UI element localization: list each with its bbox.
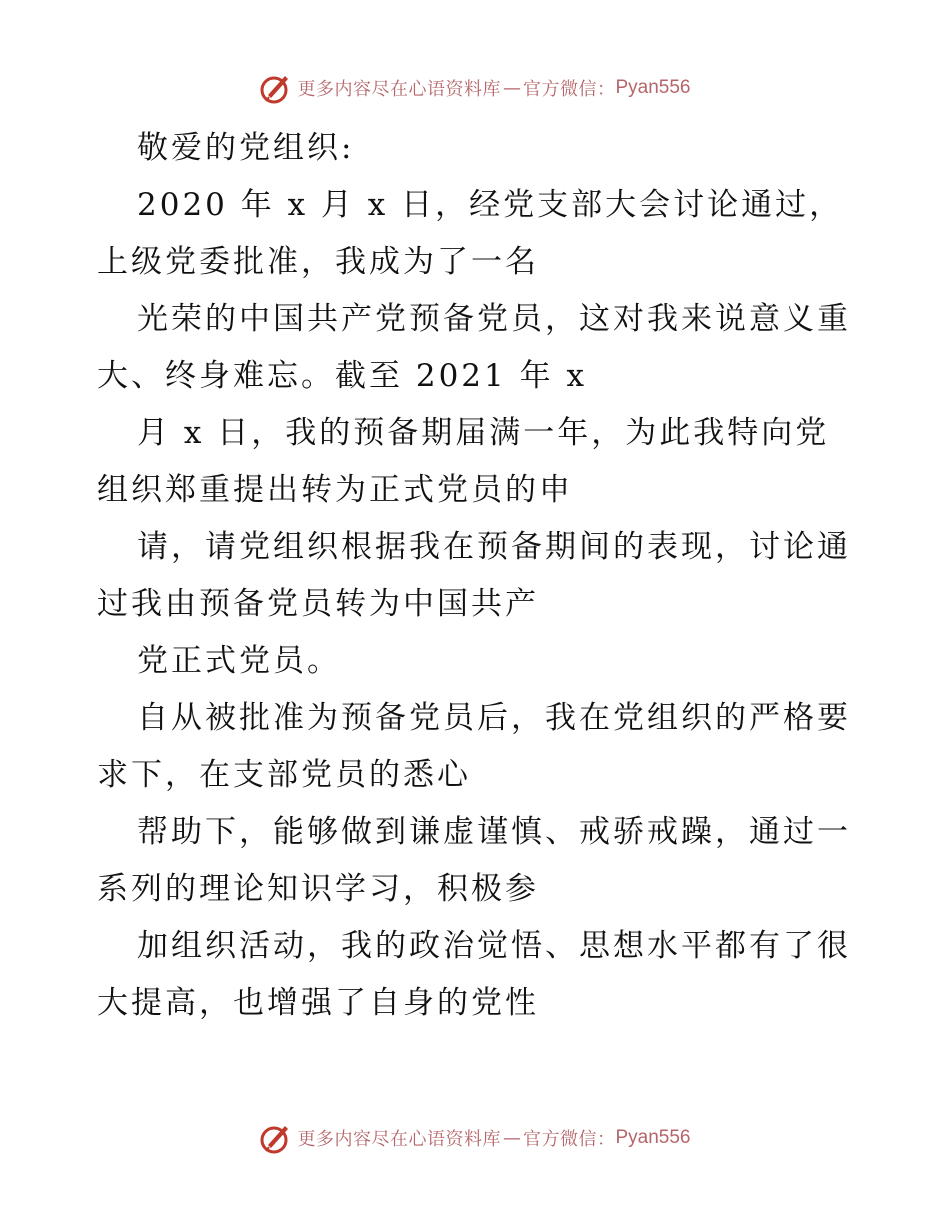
watermark-separator: —: [502, 77, 521, 99]
watermark-id: Pyan556: [615, 77, 691, 98]
header-watermark: [0, 68, 950, 108]
text-line: 帮助下，能够做到谦虚谨慎、戒骄戒躁，通过一: [137, 814, 851, 850]
text-line: 上级党委批准，我成为了一名: [97, 244, 539, 280]
text-line: 请，请党组织根据我在预备期间的表现，讨论通: [137, 529, 851, 565]
watermark-label: 官方微信：: [522, 79, 616, 100]
text-line: 光荣的中国共产党预备党员，这对我来说意义重: [137, 301, 851, 337]
text-line: 系列的理论知识学习，积极参: [97, 871, 539, 907]
text-line: 组织郑重提出转为正式党员的申: [97, 472, 573, 508]
watermark-separator: —: [502, 1127, 521, 1149]
text-line: 求下，在支部党员的悉心: [97, 757, 471, 793]
text-line: 月 x 日，我的预备期届满一年，为此我特向党: [137, 415, 830, 451]
text-line: 自从被批准为预备党员后，我在党组织的严格要: [137, 700, 851, 736]
watermark-text: 更多内容尽在心语资料库: [297, 1129, 501, 1150]
quill-logo-icon: [259, 71, 293, 105]
watermark-label: 官方微信：: [522, 1129, 616, 1150]
text-line: 过我由预备党员转为中国共产: [97, 586, 539, 622]
footer-watermark: [0, 1118, 950, 1158]
salutation: 敬爱的党组织:: [137, 130, 355, 166]
quill-logo-icon: [259, 1121, 293, 1155]
text-line: 大提高，也增强了自身的党性: [97, 985, 539, 1021]
text-line: 党正式党员。: [137, 643, 341, 679]
text-line: 2020 年 x 月 x 日，经党支部大会讨论通过，: [137, 187, 844, 223]
watermark-id: Pyan556: [615, 1127, 691, 1148]
text-line: 加组织活动，我的政治觉悟、思想水平都有了很: [137, 928, 851, 964]
text-line: 大、终身难忘。截至 2021 年 x: [97, 358, 587, 394]
watermark-text: 更多内容尽在心语资料库: [297, 79, 501, 100]
